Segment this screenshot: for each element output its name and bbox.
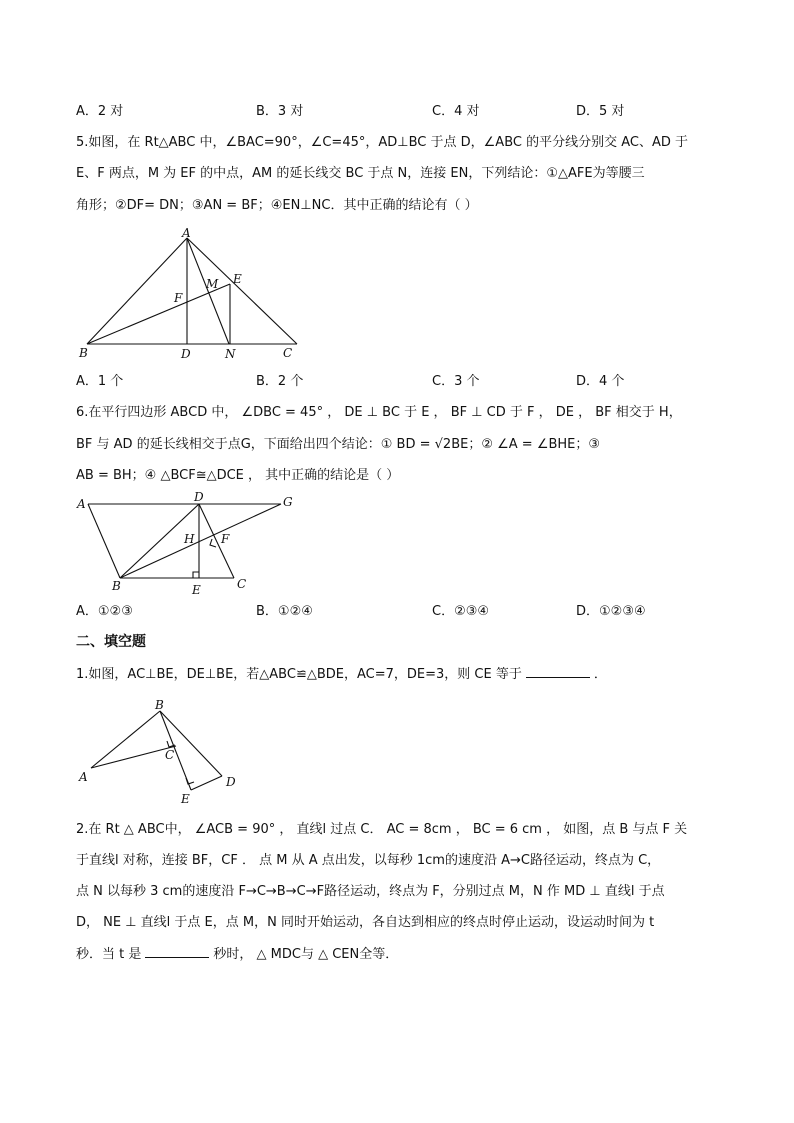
q6-option-a: A．①②③ bbox=[76, 604, 133, 619]
q6-option-c: C．②③④ bbox=[432, 604, 490, 619]
q4-option-b: B．3 对 bbox=[256, 104, 304, 119]
q6-label-a: A bbox=[77, 497, 86, 511]
q5-label-d: D bbox=[181, 347, 191, 361]
fill1-label-d: D bbox=[226, 775, 236, 789]
fill2-line-4: D， NE ⊥ 直线l 于点 E，点 M，N 同时开始运动，各自达到相应的终点时停止运动，设运动时间为 t bbox=[76, 915, 655, 930]
fill1-text: 1.如图，AC⊥BE，DE⊥BE，若△ABC≌△BDE，AC=7，DE=3，则 CE 等于 bbox=[76, 667, 522, 682]
q6-label-d: D bbox=[194, 490, 204, 504]
q5-label-a: A bbox=[182, 226, 191, 240]
q6-option-d: D．①②③④ bbox=[576, 604, 646, 619]
q6-line-2: BF 与 AD 的延长线相交于点G，下面给出四个结论：① BD = √2BE；② ∠A = ∠BHE；③ bbox=[76, 437, 601, 452]
q5-option-c: C．3 个 bbox=[432, 374, 480, 389]
q6-line-3: AB = BH；④ △BCF≅△DCE ， 其中正确的结论是（ ） bbox=[76, 468, 400, 483]
fill2-line-5 bbox=[76, 945, 398, 964]
q5-option-b: B．2 个 bbox=[256, 374, 304, 389]
q5-label-b: B bbox=[79, 346, 88, 360]
q5-option-a: A．1 个 bbox=[76, 374, 124, 389]
q5-label-c: C bbox=[283, 346, 293, 360]
q6-label-h: H bbox=[184, 532, 195, 546]
q6-label-c: C bbox=[237, 577, 247, 591]
fill1-text-end: ． bbox=[593, 667, 607, 682]
q4-option-a: A．2 对 bbox=[76, 104, 124, 119]
q5-label-n: N bbox=[225, 347, 236, 361]
fill2-line-3: 点 N 以每秒 3 cm的速度沿 F→C→B→C→F路径运动，终点为 F，分别过点 M，N 作 MD ⊥ 直线l 于点 bbox=[76, 884, 665, 899]
fill1-label-c: C bbox=[165, 748, 175, 762]
fill1-label-e: E bbox=[181, 792, 190, 806]
q5-figure bbox=[74, 226, 304, 364]
q6-option-b: B．①②④ bbox=[256, 604, 313, 619]
q6-label-g: G bbox=[283, 495, 293, 509]
q5-line-3: 角形；②DF= DN；③AN = BF；④EN⊥NC．其中正确的结论有（ ） bbox=[76, 198, 478, 213]
fill1-label-a: A bbox=[79, 770, 88, 784]
fill2-last-text: 秒．当 t 是 bbox=[76, 947, 142, 962]
q4-option-d: D．5 对 bbox=[576, 104, 625, 119]
fill2-line-1: 2.在 Rt △ ABC中， ∠ACB = 90° ， 直线l 过点 C． AC = 8cm ， BC = 6 cm ， 如图，点 B 与点 F 关 bbox=[76, 822, 688, 837]
fill1-figure bbox=[74, 696, 244, 806]
q5-label-f: F bbox=[174, 291, 183, 305]
fill2-line-2: 于直线l 对称，连接 BF，CF ． 点 M 从 A 点出发，以每秒 1cm的速度沿 A→C路径运动，终点为 C， bbox=[76, 853, 661, 868]
fill1-label-b: B bbox=[155, 698, 164, 712]
q4-option-c: C．4 对 bbox=[432, 104, 480, 119]
q5-option-d: D．4 个 bbox=[576, 374, 625, 389]
q6-label-f: F bbox=[221, 532, 230, 546]
q5-line-1: 5.如图，在 Rt△ABC 中，∠BAC=90°，∠C=45°，AD⊥BC 于点 D，∠ABC 的平分线分别交 AC、AD 于 bbox=[76, 135, 688, 150]
q6-line-1: 6.在平行四边形 ABCD 中， ∠DBC = 45° ， DE ⊥ BC 于 E ， BF ⊥ CD 于 F ， DE ， BF 相交于 H， bbox=[76, 405, 682, 420]
q5-label-m: M bbox=[206, 277, 219, 291]
fill2-answer-blank[interactable] bbox=[145, 945, 209, 958]
q6-label-e: E bbox=[192, 583, 201, 597]
q6-label-b: B bbox=[112, 579, 121, 593]
fill1-question bbox=[76, 665, 607, 684]
q5-label-e: E bbox=[233, 272, 242, 286]
section-title-fill-in: 二、填空题 bbox=[76, 634, 146, 650]
q5-line-2: E、F 两点，M 为 EF 的中点，AM 的延长线交 BC 于点 N，连接 EN，下列结论：①△AFE为等腰三 bbox=[76, 166, 645, 181]
q6-figure bbox=[74, 490, 304, 598]
fill2-last-text-end: 秒时， △ MDC与 △ CEN全等． bbox=[213, 947, 399, 962]
fill1-answer-blank[interactable] bbox=[526, 665, 590, 678]
